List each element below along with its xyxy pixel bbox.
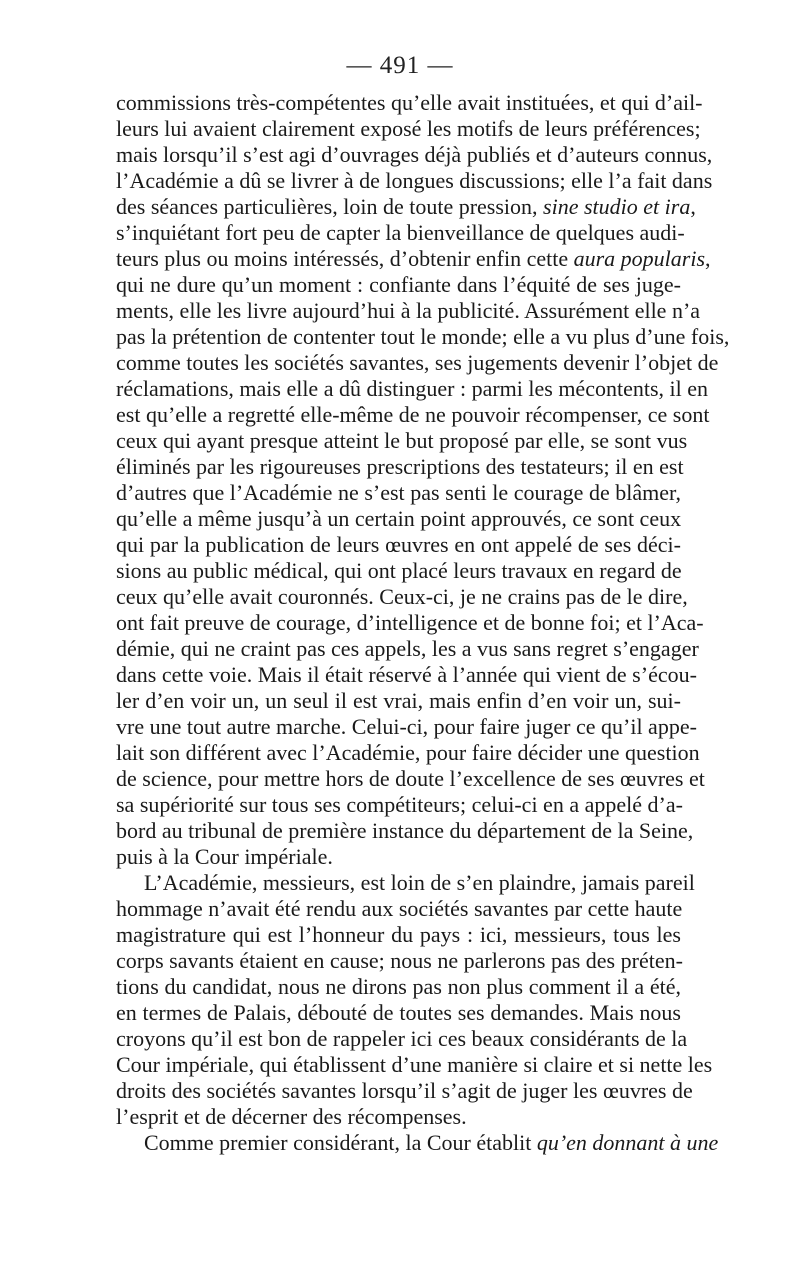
text-line: qui par la publication de leurs œuvres en ont appelé de ses déci- xyxy=(116,532,681,557)
text-line: d’autres que l’Académie ne s’est pas senti le courage de blâmer, xyxy=(116,480,681,505)
text-line: magistrature qui est l’honneur du pays : ici, messieurs, tous les xyxy=(116,922,681,947)
text-line: ler d’en voir un, un seul il est vrai, mais enfin d’en voir un, sui- xyxy=(116,688,681,713)
text-line: de science, pour mettre hors de doute l’excellence de ses œuvres et xyxy=(116,766,705,791)
text-line: puis à la Cour impériale. xyxy=(116,844,333,869)
text-line: l’Académie a dû se livrer à de longues discussions; elle l’a fait dans xyxy=(116,168,713,193)
text-line: Cour impériale, qui établissent d’une manière si claire et si nette les xyxy=(116,1052,713,1077)
text-line: hommage n’avait été rendu aux sociétés savantes par cette haute xyxy=(116,896,683,921)
text-line-italic: sine studio et ira xyxy=(543,194,691,219)
text-line: croyons qu’il est bon de rappeler ici ces beaux considérants de la xyxy=(116,1026,688,1051)
text-line: sions au public médical, qui ont placé leurs travaux en regard de xyxy=(116,558,682,583)
text-line: s’inquiétant fort peu de capter la bienveillance de quelques audi- xyxy=(116,220,685,245)
text-line: ceux qu’elle avait couronnés. Ceux-ci, je ne crains pas de le dire, xyxy=(116,584,688,609)
text-line: L’Académie, messieurs, est loin de s’en plaindre, jamais pareil xyxy=(144,870,695,895)
text-line: l’esprit et de décerner des récompenses. xyxy=(116,1104,467,1129)
text-line: mais lorsqu’il s’est agi d’ouvrages déjà publiés et d’auteurs connus, xyxy=(116,142,713,167)
text-line: en termes de Palais, débouté de toutes ses demandes. Mais nous xyxy=(116,1000,681,1025)
text-line xyxy=(116,246,711,272)
text-line: ont fait preuve de courage, d’intelligence et de bonne foi; et l’Aca- xyxy=(116,610,704,635)
text-line-roman: , xyxy=(690,194,696,219)
text-line-roman: , xyxy=(705,246,711,271)
text-line: bord au tribunal de première instance du département de la Seine, xyxy=(116,818,694,843)
text-line: corps savants étaient en cause; nous ne parlerons pas des préten- xyxy=(116,948,683,973)
text-line: droits des sociétés savantes lorsqu’il s’agit de juger les œuvres de xyxy=(116,1078,693,1103)
text-line: démie, qui ne craint pas ces appels, les a vus sans regret s’engager xyxy=(116,636,699,661)
page-number: — 491 — xyxy=(346,52,454,79)
text-line: commissions très-compétentes qu’elle avait instituées, et qui d’ail- xyxy=(116,90,703,115)
text-line: ceux qui ayant presque atteint le but proposé par elle, se sont vus xyxy=(116,428,688,453)
text-line: réclamations, mais elle a dû distinguer : parmi les mécontents, il en xyxy=(116,376,709,401)
text-line: qu’elle a même jusqu’à un certain point approuvés, ce sont ceux xyxy=(116,506,682,531)
text-line: tions du candidat, nous ne dirons pas non plus comment il a été, xyxy=(116,974,681,999)
text-line: pas la prétention de contenter tout le monde; elle a vu plus d’une fois, xyxy=(116,324,730,349)
text-line: sa supériorité sur tous ses compétiteurs; celui-ci en a appelé d’a- xyxy=(116,792,683,817)
text-line-italic: aura popularis xyxy=(573,246,706,271)
text-line: vre une tout autre marche. Celui-ci, pour faire juger ce qu’il appe- xyxy=(116,714,697,739)
text-line-roman: teurs plus ou moins intéressés, d’obtenir enfin cette xyxy=(116,246,574,271)
text-line: leurs lui avaient clairement exposé les motifs de leurs préférences; xyxy=(116,116,701,141)
text-line-roman: Comme premier considérant, la Cour établit xyxy=(144,1130,537,1155)
text-line xyxy=(116,1130,719,1156)
text-line: qui ne dure qu’un moment : confiante dans l’équité de ses juge- xyxy=(116,272,681,297)
text-line: est qu’elle a regretté elle-même de ne pouvoir récompenser, ce sont xyxy=(116,402,710,427)
text-line-roman: des séances particulières, loin de toute pression, xyxy=(116,194,544,219)
text-line: ments, elle les livre aujourd’hui à la publicité. Assurément elle n’a xyxy=(116,298,701,323)
text-line: comme toutes les sociétés savantes, ses jugements devenir l’objet de xyxy=(116,350,719,375)
text-line: éliminés par les rigoureuses prescriptions des testateurs; il en est xyxy=(116,454,684,479)
text-line-italic: qu’en donnant à une xyxy=(536,1130,719,1155)
text-line xyxy=(116,194,696,220)
text-line: lait son différent avec l’Académie, pour faire décider une question xyxy=(116,740,700,765)
body-text xyxy=(116,90,730,1156)
text-line: dans cette voie. Mais il était réservé à l’année qui vient de s’écou- xyxy=(116,662,697,687)
